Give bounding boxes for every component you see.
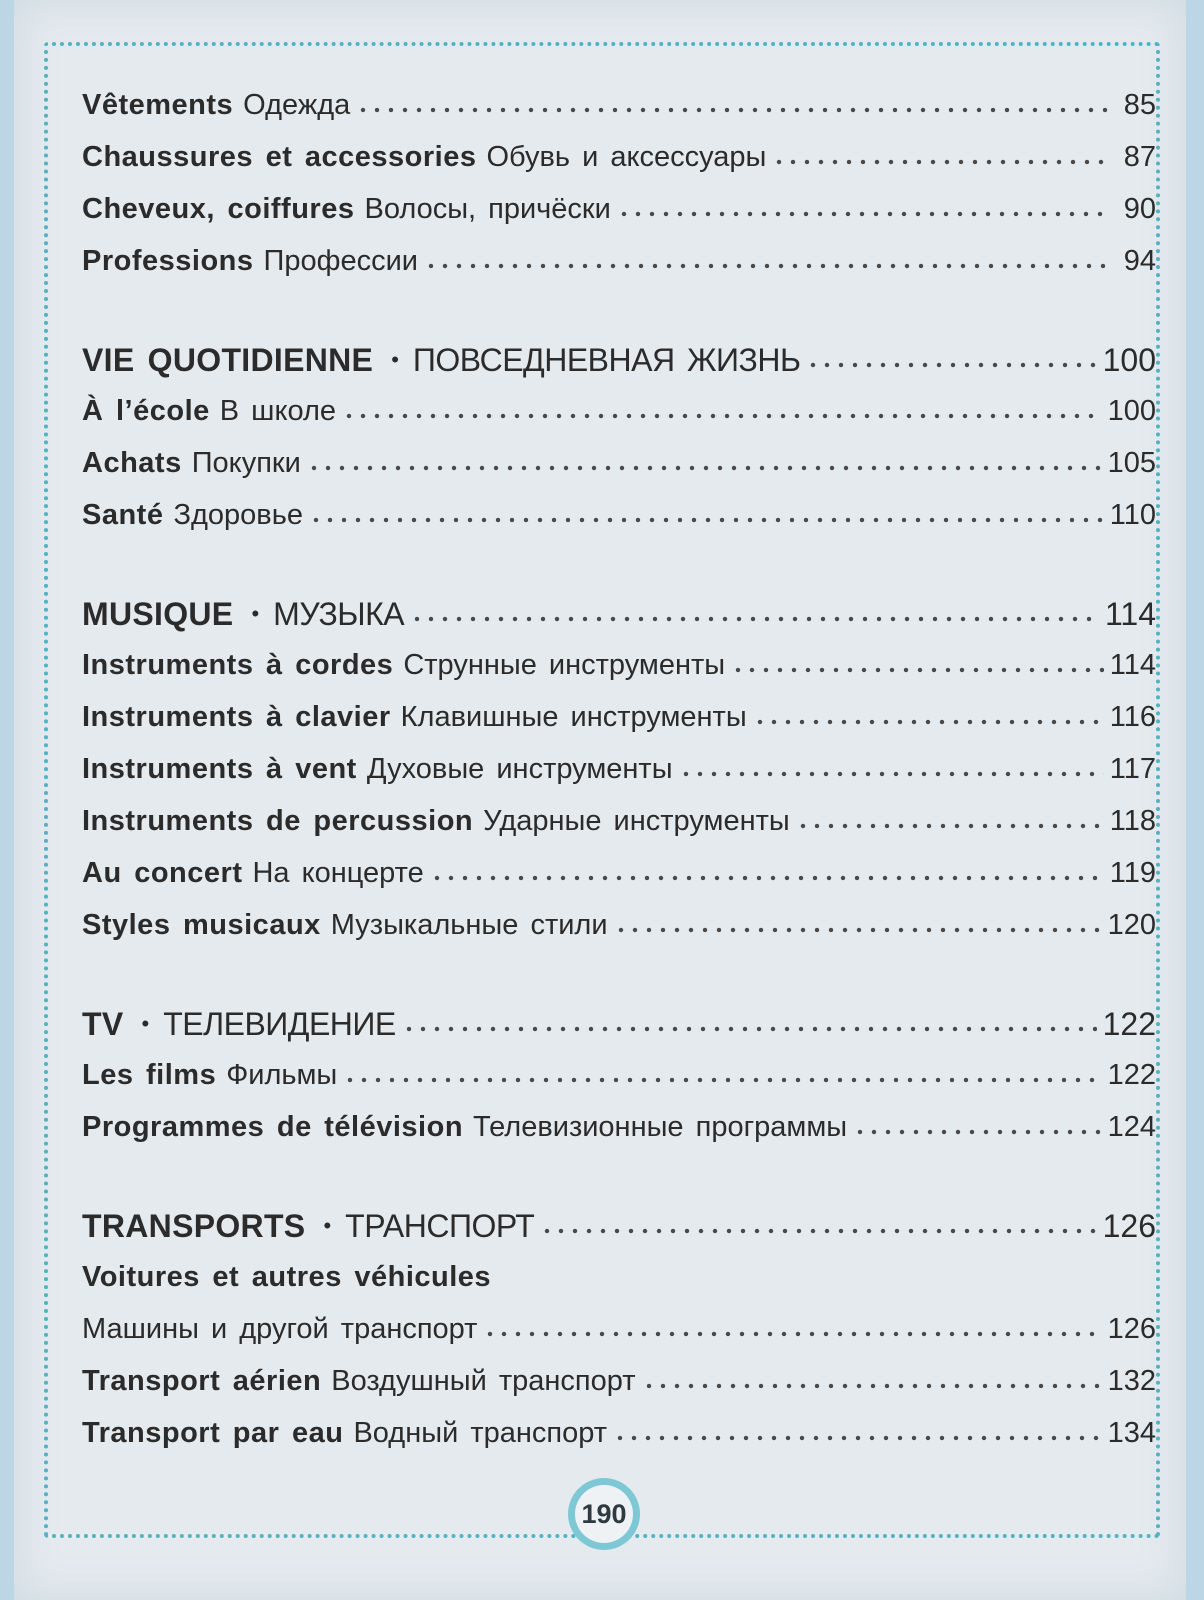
russian-title: Одежда bbox=[243, 89, 351, 121]
page-reference: 118 bbox=[1109, 805, 1156, 837]
page-number: 190 bbox=[575, 1485, 633, 1543]
page-reference: 114 bbox=[1104, 596, 1156, 632]
dot-leader bbox=[772, 156, 1110, 168]
page-reference: 87 bbox=[1123, 141, 1156, 173]
french-title: Instruments à vent bbox=[82, 753, 357, 785]
section-gap bbox=[82, 541, 1156, 589]
dot-leader bbox=[614, 924, 1102, 936]
bullet-separator: • bbox=[391, 347, 399, 372]
section-gap bbox=[82, 287, 1156, 335]
toc-entry-row bbox=[82, 847, 1156, 899]
toc-entry-row bbox=[82, 489, 1156, 541]
russian-title: Музыкальные стили bbox=[330, 909, 608, 941]
page-reference: 124 bbox=[1107, 1111, 1156, 1143]
russian-title: ТРАНСПОРТ bbox=[345, 1208, 535, 1244]
french-title: MUSIQUE bbox=[82, 596, 234, 632]
dot-leader bbox=[613, 1432, 1102, 1444]
dot-leader bbox=[430, 872, 1104, 884]
toc-entry-row bbox=[82, 79, 1156, 131]
toc-entry-row bbox=[82, 1355, 1156, 1407]
dot-leader bbox=[402, 1023, 1097, 1035]
russian-title: Клавишные инструменты bbox=[400, 701, 747, 733]
toc-section-row bbox=[82, 1201, 1156, 1251]
dot-leader bbox=[540, 1225, 1096, 1237]
toc-entry-row bbox=[82, 385, 1156, 437]
page-number-badge bbox=[568, 1478, 640, 1550]
toc-entry-row bbox=[82, 899, 1156, 951]
french-title: Instruments à clavier bbox=[82, 701, 391, 733]
page-reference: 132 bbox=[1107, 1365, 1156, 1397]
toc-entry-row bbox=[82, 691, 1156, 743]
french-title: Transport aérien bbox=[82, 1365, 322, 1397]
russian-title: Фильмы bbox=[226, 1059, 338, 1091]
page-reference: 90 bbox=[1123, 193, 1156, 225]
russian-title: Духовые инструменты bbox=[366, 753, 673, 785]
dot-leader bbox=[410, 613, 1099, 625]
french-title: Cheveux, coiffures bbox=[82, 193, 355, 225]
dot-leader bbox=[342, 410, 1102, 422]
toc-entry-row bbox=[82, 743, 1156, 795]
french-title: Instruments à cordes bbox=[82, 649, 394, 681]
page-reference: 119 bbox=[1109, 857, 1156, 889]
page-reference: 85 bbox=[1123, 89, 1156, 121]
page-reference: 116 bbox=[1109, 701, 1156, 733]
french-title: Professions bbox=[82, 245, 254, 277]
toc-entry-row bbox=[82, 183, 1156, 235]
book-page bbox=[14, 0, 1186, 1600]
russian-title: Машины и другой транспорт bbox=[82, 1313, 478, 1345]
page-reference: 122 bbox=[1107, 1059, 1156, 1091]
section-gap bbox=[82, 1153, 1156, 1201]
dot-leader bbox=[853, 1126, 1101, 1138]
french-title: Programmes de télévision bbox=[82, 1111, 464, 1143]
page-reference: 105 bbox=[1107, 447, 1156, 479]
russian-title: Покупки bbox=[191, 447, 301, 479]
russian-title: На концерте bbox=[252, 857, 424, 889]
dot-leader bbox=[356, 104, 1110, 116]
toc-entry-row bbox=[82, 795, 1156, 847]
russian-title: Волосы, причёски bbox=[364, 193, 611, 225]
french-title: TRANSPORTS bbox=[82, 1208, 306, 1244]
toc-section-row bbox=[82, 335, 1156, 385]
french-title: VIE QUOTIDIENNE bbox=[82, 342, 374, 378]
french-title: Vêtements bbox=[82, 89, 234, 121]
russian-title: ТЕЛЕВИДЕНИЕ bbox=[163, 1006, 396, 1042]
russian-title: Струнные инструменты bbox=[403, 649, 726, 681]
french-title: Styles musicaux bbox=[82, 909, 321, 941]
russian-title: Здоровье bbox=[173, 499, 303, 531]
page-reference: 126 bbox=[1102, 1208, 1156, 1244]
dot-leader bbox=[617, 208, 1110, 220]
dot-leader bbox=[679, 768, 1104, 780]
toc-entry-row bbox=[82, 437, 1156, 489]
toc-entry-row bbox=[82, 1407, 1156, 1459]
toc-entry-row bbox=[82, 1049, 1156, 1101]
russian-title: Ударные инструменты bbox=[483, 805, 790, 837]
russian-title: Воздушный транспорт bbox=[331, 1365, 636, 1397]
russian-title: ПОВСЕДНЕВНАЯ ЖИЗНЬ bbox=[412, 342, 801, 378]
page-reference: 120 bbox=[1107, 909, 1156, 941]
french-title: Achats bbox=[82, 447, 182, 479]
toc-entry-row bbox=[82, 1251, 1156, 1303]
dot-leader bbox=[642, 1380, 1102, 1392]
bullet-separator: • bbox=[141, 1011, 150, 1036]
french-title: Transport par eau bbox=[82, 1417, 344, 1449]
dot-leader bbox=[796, 820, 1104, 832]
table-of-contents bbox=[82, 79, 1156, 1459]
toc-entry-row bbox=[82, 1303, 1156, 1355]
page-reference: 126 bbox=[1107, 1313, 1156, 1345]
russian-title: Обувь и аксессуары bbox=[486, 141, 767, 173]
french-title: Les films bbox=[82, 1059, 217, 1091]
french-title: Instruments de percussion bbox=[82, 805, 474, 837]
russian-title: МУЗЫКА bbox=[273, 596, 405, 632]
bullet-separator: • bbox=[323, 1213, 332, 1238]
section-gap bbox=[82, 951, 1156, 999]
french-title: À l’école bbox=[82, 395, 210, 427]
toc-entry-row bbox=[82, 1101, 1156, 1153]
french-title: Chaussures et accessories bbox=[82, 141, 477, 173]
toc-entry-row bbox=[82, 131, 1156, 183]
russian-title: В школе bbox=[219, 395, 337, 427]
page-reference: 114 bbox=[1109, 649, 1156, 681]
french-title: TV bbox=[82, 1006, 124, 1042]
russian-title: Телевизионные программы bbox=[473, 1111, 848, 1143]
dot-leader bbox=[483, 1328, 1101, 1340]
french-title: Au concert bbox=[82, 857, 243, 889]
dot-leader bbox=[307, 462, 1102, 474]
page-reference: 100 bbox=[1107, 395, 1156, 427]
page-reference: 117 bbox=[1109, 753, 1156, 785]
page-reference: 100 bbox=[1102, 342, 1156, 378]
dot-leader bbox=[309, 514, 1104, 526]
toc-entry-row bbox=[82, 235, 1156, 287]
french-title: Santé bbox=[82, 499, 164, 531]
dot-leader bbox=[806, 359, 1096, 371]
dot-leader bbox=[424, 260, 1110, 272]
dot-leader bbox=[343, 1074, 1101, 1086]
french-title: Voitures et autres véhicules bbox=[82, 1261, 492, 1293]
toc-entry-row bbox=[82, 639, 1156, 691]
toc-section-row bbox=[82, 999, 1156, 1049]
page-reference: 122 bbox=[1102, 1006, 1156, 1042]
dot-leader bbox=[731, 664, 1104, 676]
dot-leader bbox=[753, 716, 1104, 728]
russian-title: Водный транспорт bbox=[353, 1417, 607, 1449]
page-reference: 110 bbox=[1109, 499, 1156, 531]
russian-title: Профессии bbox=[263, 245, 418, 277]
page-reference: 134 bbox=[1107, 1417, 1156, 1449]
page-reference: 94 bbox=[1123, 245, 1156, 277]
bullet-separator: • bbox=[251, 601, 260, 626]
toc-section-row bbox=[82, 589, 1156, 639]
